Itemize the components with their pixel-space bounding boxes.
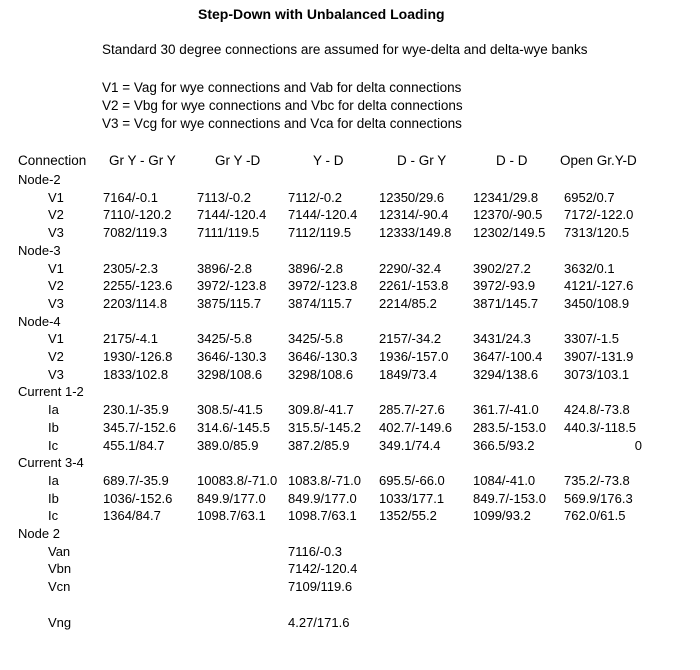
table-cell: 695.5/-66.0 <box>379 472 445 488</box>
table-cell: 3298/108.6 <box>197 366 263 382</box>
table-cell: 849.9/177.0 <box>197 490 266 506</box>
table-cell: 7116/-0.3 <box>288 543 342 559</box>
table-cell: 3874/115.7 <box>288 295 353 311</box>
row-label: Ic <box>48 437 59 453</box>
table-cell: 3896/-2.8 <box>197 260 252 276</box>
table-cell: 1833/102.8 <box>103 366 169 382</box>
row-label: Vbn <box>48 561 72 577</box>
table-cell: 361.7/-41.0 <box>473 402 539 418</box>
column-header: Open Gr.Y-D <box>560 153 637 168</box>
column-header: D - Gr Y <box>397 153 447 168</box>
table-cell: 3972/-123.8 <box>288 278 358 294</box>
table-cell: 424.8/-73.8 <box>564 402 630 418</box>
table-cell: 3425/-5.8 <box>288 331 343 347</box>
table-cell: 387.2/85.9 <box>288 437 350 453</box>
table-cell: 7144/-120.4 <box>288 207 358 223</box>
table-cell: 3294/138.6 <box>473 366 539 382</box>
table-cell: 389.0/85.9 <box>197 437 259 453</box>
table-cell: 1930/-126.8 <box>103 349 173 364</box>
table-cell: 1036/-152.6 <box>103 490 173 506</box>
table-cell: 3875/115.7 <box>197 295 262 311</box>
table-cell: 7110/-120.2 <box>103 207 172 223</box>
table-cell: 1364/84.7 <box>103 508 161 524</box>
table-cell: 2214/85.2 <box>379 295 437 311</box>
connection-assumption-note: Standard 30 degree connections are assumed for wye-delta and delta-wye banks <box>102 42 588 57</box>
table-cell: 2203/114.8 <box>103 295 168 311</box>
table-cell: 1352/55.2 <box>379 508 437 524</box>
row-label: Ia <box>48 472 59 488</box>
row-label: Ib <box>48 490 59 506</box>
table-cell: 689.7/-35.9 <box>103 472 169 488</box>
group-label: Node-3 <box>18 242 61 258</box>
table-cell: 3871/145.7 <box>473 295 539 311</box>
v3-definition: V3 = Vcg for wye connections and Vca for delta connections <box>102 116 462 131</box>
column-header: D - D <box>496 153 528 168</box>
column-header: Gr Y -D <box>215 153 261 168</box>
table-cell: 1849/73.4 <box>379 366 437 382</box>
table-cell: 569.9/176.3 <box>564 490 633 506</box>
row-label: V2 <box>48 278 64 294</box>
row-label: V3 <box>48 366 64 382</box>
row-label: Vng <box>48 614 72 630</box>
row-label: V2 <box>48 349 64 364</box>
table-cell: 2290/-32.4 <box>379 260 442 276</box>
table-cell: 735.2/-73.8 <box>564 472 630 488</box>
table-cell: 3307/-1.5 <box>564 331 619 347</box>
table-cell: 10083.8/-71.0 <box>197 472 278 488</box>
table-cell: 6952/0.7 <box>564 189 615 205</box>
table-cell: 3647/-100.4 <box>473 349 543 364</box>
column-header: Y - D <box>313 153 344 168</box>
table-cell: 1098.7/63.1 <box>197 508 266 524</box>
table-cell: 285.7/-27.6 <box>379 402 445 418</box>
table-cell: 7112/-0.2 <box>288 189 342 205</box>
table-cell: 2261/-153.8 <box>379 278 449 294</box>
row-label: Ia <box>48 402 59 418</box>
table-cell: 12333/149.8 <box>379 225 452 241</box>
table-cell: 3425/-5.8 <box>197 331 252 347</box>
page-title: Step-Down with Unbalanced Loading <box>198 6 445 22</box>
table-cell: 315.5/-145.2 <box>288 419 362 435</box>
table-cell: 849.7/-153.0 <box>473 490 547 506</box>
table-cell: 1936/-157.0 <box>379 349 449 364</box>
table-cell: 3632/0.1 <box>564 260 615 276</box>
table-cell: 0 <box>634 437 642 453</box>
table-cell: 7172/-122.0 <box>564 207 634 223</box>
table-cell: 283.5/-153.0 <box>473 419 547 435</box>
table-cell: 230.1/-35.9 <box>103 402 169 418</box>
table-cell: 309.8/-41.7 <box>288 402 354 418</box>
table-cell: 7109/119.6 <box>288 579 353 595</box>
row-label: Van <box>48 543 71 559</box>
table-cell: 7113/-0.2 <box>197 189 251 205</box>
table-cell: 1083.8/-71.0 <box>288 472 362 488</box>
table-cell: 7164/-0.1 <box>103 189 158 205</box>
row-label: V1 <box>48 189 64 205</box>
table-cell: 12370/-90.5 <box>473 207 543 223</box>
column-header: Gr Y - Gr Y <box>109 153 176 168</box>
column-header: Connection <box>18 153 87 168</box>
row-label: Ic <box>48 508 59 524</box>
table-cell: 849.9/177.0 <box>288 490 357 506</box>
table-cell: 7082/119.3 <box>103 225 168 241</box>
table-cell: 1098.7/63.1 <box>288 508 357 524</box>
table-cell: 7111/119.5 <box>197 225 260 241</box>
table-cell: 3972/-123.8 <box>197 278 267 294</box>
table-cell: 2175/-4.1 <box>103 331 158 347</box>
table-cell: 3896/-2.8 <box>288 260 343 276</box>
table-cell: 3073/103.1 <box>564 366 630 382</box>
table-cell: 1099/93.2 <box>473 508 531 524</box>
table-cell: 12302/149.5 <box>473 225 546 241</box>
table-cell: 345.7/-152.6 <box>103 419 177 435</box>
table-cell: 12314/-90.4 <box>379 207 449 223</box>
table-cell: 7144/-120.4 <box>197 207 267 223</box>
table-cell: 455.1/84.7 <box>103 437 165 453</box>
table-cell: 402.7/-149.6 <box>379 419 453 435</box>
table-cell: 3972/-93.9 <box>473 278 536 294</box>
row-label: Ib <box>48 419 59 435</box>
v2-definition: V2 = Vbg for wye connections and Vbc for delta connections <box>102 98 463 113</box>
table-cell: 12350/29.6 <box>379 189 445 205</box>
table-cell: 3902/27.2 <box>473 260 531 276</box>
table-cell: 7142/-120.4 <box>288 561 358 577</box>
row-label: V3 <box>48 225 64 241</box>
table-cell: 349.1/74.4 <box>379 437 441 453</box>
table-cell: 366.5/93.2 <box>473 437 535 453</box>
table-cell: 2255/-123.6 <box>103 278 173 294</box>
table-cell: 12341/29.8 <box>473 189 539 205</box>
table-cell: 3907/-131.9 <box>564 349 634 364</box>
table-cell: 3450/108.9 <box>564 295 630 311</box>
v1-definition: V1 = Vag for wye connections and Vab for delta connections <box>102 80 462 95</box>
table-cell: 3646/-130.3 <box>197 349 267 364</box>
table-cell: 440.3/-118.5 <box>564 419 637 435</box>
table-cell: 7112/119.5 <box>288 225 352 241</box>
table-cell: 308.5/-41.5 <box>197 402 263 418</box>
row-label: V1 <box>48 331 64 347</box>
table-cell: 3298/108.6 <box>288 366 354 382</box>
table-cell: 3646/-130.3 <box>288 349 358 364</box>
row-label: V2 <box>48 207 64 223</box>
table-cell: 4.27/171.6 <box>288 614 350 630</box>
row-label: V1 <box>48 260 64 276</box>
table-cell: 4121/-127.6 <box>564 278 634 294</box>
table-cell: 7313/120.5 <box>564 225 630 241</box>
group-label: Node 2 <box>18 526 60 541</box>
table-cell: 3431/24.3 <box>473 331 531 347</box>
group-label: Current 3-4 <box>18 455 84 471</box>
table-cell: 1033/177.1 <box>379 490 445 506</box>
group-label: Node-2 <box>18 172 61 187</box>
group-label: Node-4 <box>18 313 61 329</box>
table-cell: 314.6/-145.5 <box>197 419 271 435</box>
group-label: Current 1-2 <box>18 384 84 400</box>
table-cell: 2305/-2.3 <box>103 260 158 276</box>
table-cell: 762.0/61.5 <box>564 508 626 524</box>
table-cell: 2157/-34.2 <box>379 331 442 347</box>
row-label: V3 <box>48 295 64 311</box>
row-label: Vcn <box>48 579 71 595</box>
table-cell: 1084/-41.0 <box>473 472 536 488</box>
